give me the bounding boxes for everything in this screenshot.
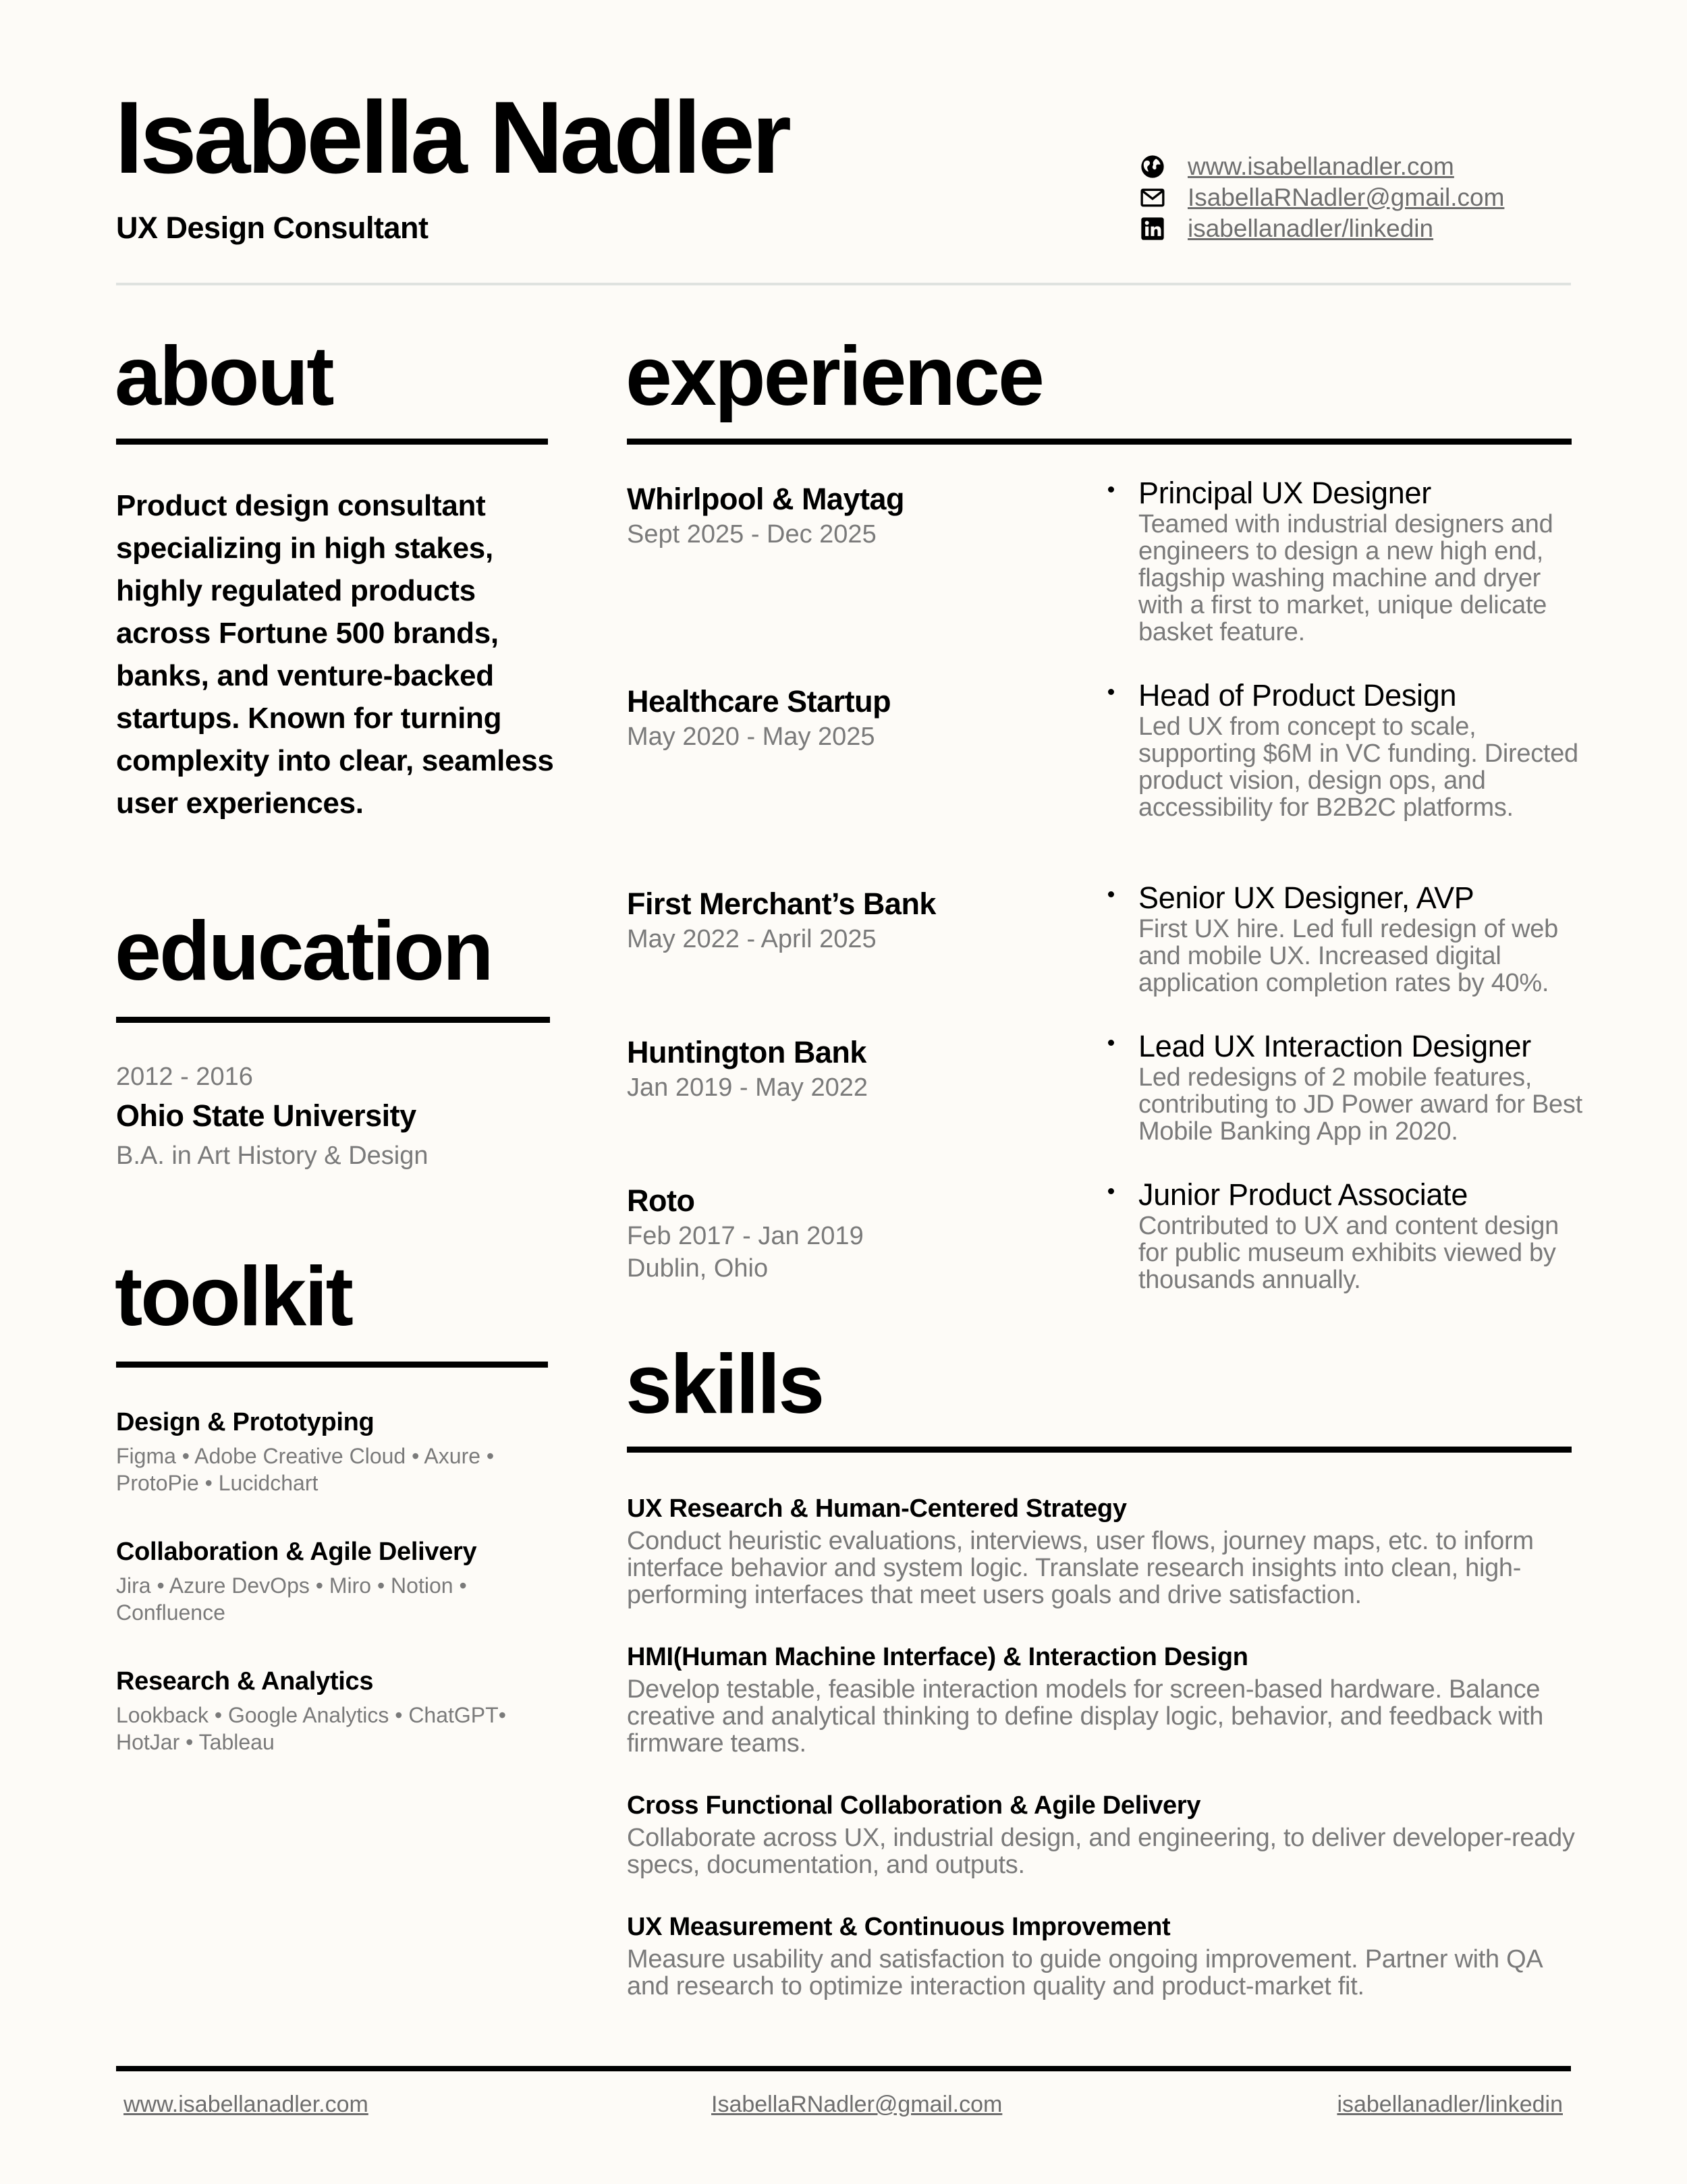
skills-heading: skills	[626, 1338, 823, 1431]
role-description: Led UX from concept to scale, supporting $6M in VC funding. Directed product vision, design ops, and accessibility for B2B2C platforms.	[1138, 712, 1578, 822]
contact-linkedin[interactable]	[1139, 213, 1434, 244]
skill-title: Cross Functional Collaboration & Agile Delivery	[627, 1791, 1201, 1820]
bullet-icon	[1108, 689, 1114, 695]
job-entry	[627, 885, 1059, 955]
role-title: Junior Product Associate	[1138, 1177, 1468, 1212]
globe-icon	[1139, 153, 1166, 180]
toolkit-heading: toolkit	[115, 1250, 352, 1343]
job-dates: Feb 2017 - Jan 2019	[627, 1222, 864, 1250]
role-description: Teamed with industrial designers and engineers to design a new high end, flagship washing machine and dryer with a first to market, unique delicate basket feature.	[1138, 510, 1553, 646]
toolkit-group-tools: Lookback • Google Analytics • ChatGPT• HotJar • Tableau	[116, 1703, 506, 1754]
footer-linkedin-link[interactable]: isabellanadler/linkedin	[1337, 2092, 1563, 2117]
job-dates: May 2020 - May 2025	[627, 723, 875, 751]
skill-title: UX Measurement & Continuous Improvement	[627, 1913, 1171, 1941]
education-school: Ohio State University	[116, 1098, 416, 1133]
role-description: First UX hire. Led full redesign of web and mobile UX. Increased digital application completion rates by 40%.	[1138, 915, 1558, 997]
job-title: UX Design Consultant	[116, 211, 428, 245]
toolkit-rule	[116, 1362, 548, 1368]
toolkit-group	[116, 1665, 548, 1756]
toolkit-group-title: Collaboration & Agile Delivery	[116, 1538, 477, 1566]
education-rule	[116, 1017, 550, 1023]
job-entry	[627, 1034, 1059, 1104]
header-divider	[116, 283, 1571, 285]
role-title: Lead UX Interaction Designer	[1138, 1029, 1531, 1063]
skill-text: Develop testable, feasible interaction models for screen-based hardware. Balance creative and analytical thinking to define display logic, behavior, and feedback with firmware teams.	[627, 1675, 1544, 1758]
role-description: Led redesigns of 2 mobile features, contributing to JD Power award for Best Mobile Banking App in 2020.	[1138, 1063, 1582, 1146]
job-entry	[627, 1182, 1059, 1285]
job-location: Dublin, Ohio	[627, 1254, 769, 1283]
education-degree: B.A. in Art History & Design	[116, 1142, 428, 1170]
bullet-icon	[1108, 486, 1114, 493]
job-entry	[627, 683, 1059, 753]
experience-rule	[627, 439, 1572, 445]
job-company: Roto	[627, 1183, 695, 1218]
toolkit-group	[116, 1536, 548, 1626]
linkedin-icon	[1139, 215, 1166, 242]
candidate-name: Isabella Nadler	[115, 80, 788, 195]
email-link[interactable]: IsabellaRNadler@gmail.com	[1188, 184, 1505, 211]
job-dates: May 2022 - April 2025	[627, 925, 877, 953]
skill-item	[627, 1789, 1578, 1878]
toolkit-group-tools: Jira • Azure DevOps • Miro • Notion • Confluence	[116, 1573, 467, 1625]
experience-heading: experience	[626, 330, 1043, 423]
skill-item	[627, 1911, 1578, 2000]
skill-title: HMI(Human Machine Interface) & Interaction Design	[627, 1643, 1248, 1671]
skills-rule	[627, 1447, 1572, 1453]
skill-text: Conduct heuristic evaluations, interviews, user flows, journey maps, etc. to inform interface behavior and system logic. Translate research insights into clean, high-performing interfaces that meet users goals and drive satisfaction.	[627, 1527, 1534, 1609]
footer-website-link[interactable]: www.isabellanadler.com	[123, 2092, 368, 2117]
linkedin-link[interactable]: isabellanadler/linkedin	[1188, 215, 1434, 242]
skill-item	[627, 1492, 1578, 1608]
toolkit-group	[116, 1406, 548, 1496]
role-description: Contributed to UX and content design for public museum exhibits viewed by thousands annually.	[1138, 1212, 1559, 1294]
bullet-icon	[1108, 1188, 1114, 1194]
job-entry	[627, 480, 1059, 551]
toolkit-group-title: Research & Analytics	[116, 1667, 374, 1696]
job-company: Healthcare Startup	[627, 684, 891, 719]
about-text: Product design consultant specializing in high stakes, highly regulated products across Fortune 500 brands, banks, and venture-backed startups. Known for turning complexity into clear, seamless user experiences.	[116, 489, 554, 820]
bullet-icon	[1108, 1040, 1114, 1046]
skill-text: Measure usability and satisfaction to guide ongoing improvement. Partner with QA and research to optimize interaction quality and product-market fit.	[627, 1945, 1542, 2000]
bullet-icon	[1108, 891, 1114, 897]
job-dates: Sept 2025 - Dec 2025	[627, 520, 877, 549]
about-rule	[116, 439, 548, 445]
toolkit-group-title: Design & Prototyping	[116, 1408, 375, 1436]
role-title: Principal UX Designer	[1138, 476, 1431, 510]
contact-email[interactable]	[1139, 182, 1505, 213]
role-title: Senior UX Designer, AVP	[1138, 880, 1474, 915]
job-company: First Merchant’s Bank	[627, 887, 936, 921]
skill-title: UX Research & Human-Centered Strategy	[627, 1494, 1127, 1523]
job-dates: Jan 2019 - May 2022	[627, 1073, 868, 1102]
role-title: Head of Product Design	[1138, 678, 1457, 712]
footer-divider	[116, 2066, 1571, 2071]
website-link[interactable]: www.isabellanadler.com	[1188, 152, 1454, 180]
footer-email-link[interactable]: IsabellaRNadler@gmail.com	[711, 2092, 1003, 2117]
job-company: Whirlpool & Maytag	[627, 482, 904, 516]
toolkit-group-tools: Figma • Adobe Creative Cloud • Axure • ProtoPie • Lucidchart	[116, 1444, 495, 1495]
education-heading: education	[115, 905, 492, 998]
contact-website[interactable]	[1139, 151, 1454, 182]
mail-icon	[1139, 184, 1166, 211]
skill-item	[627, 1641, 1578, 1757]
education-years: 2012 - 2016	[116, 1063, 253, 1091]
skill-text: Collaborate across UX, industrial design, and engineering, to deliver developer-ready specs, documentation, and outputs.	[627, 1824, 1575, 1879]
about-heading: about	[115, 330, 333, 423]
job-company: Huntington Bank	[627, 1035, 866, 1069]
